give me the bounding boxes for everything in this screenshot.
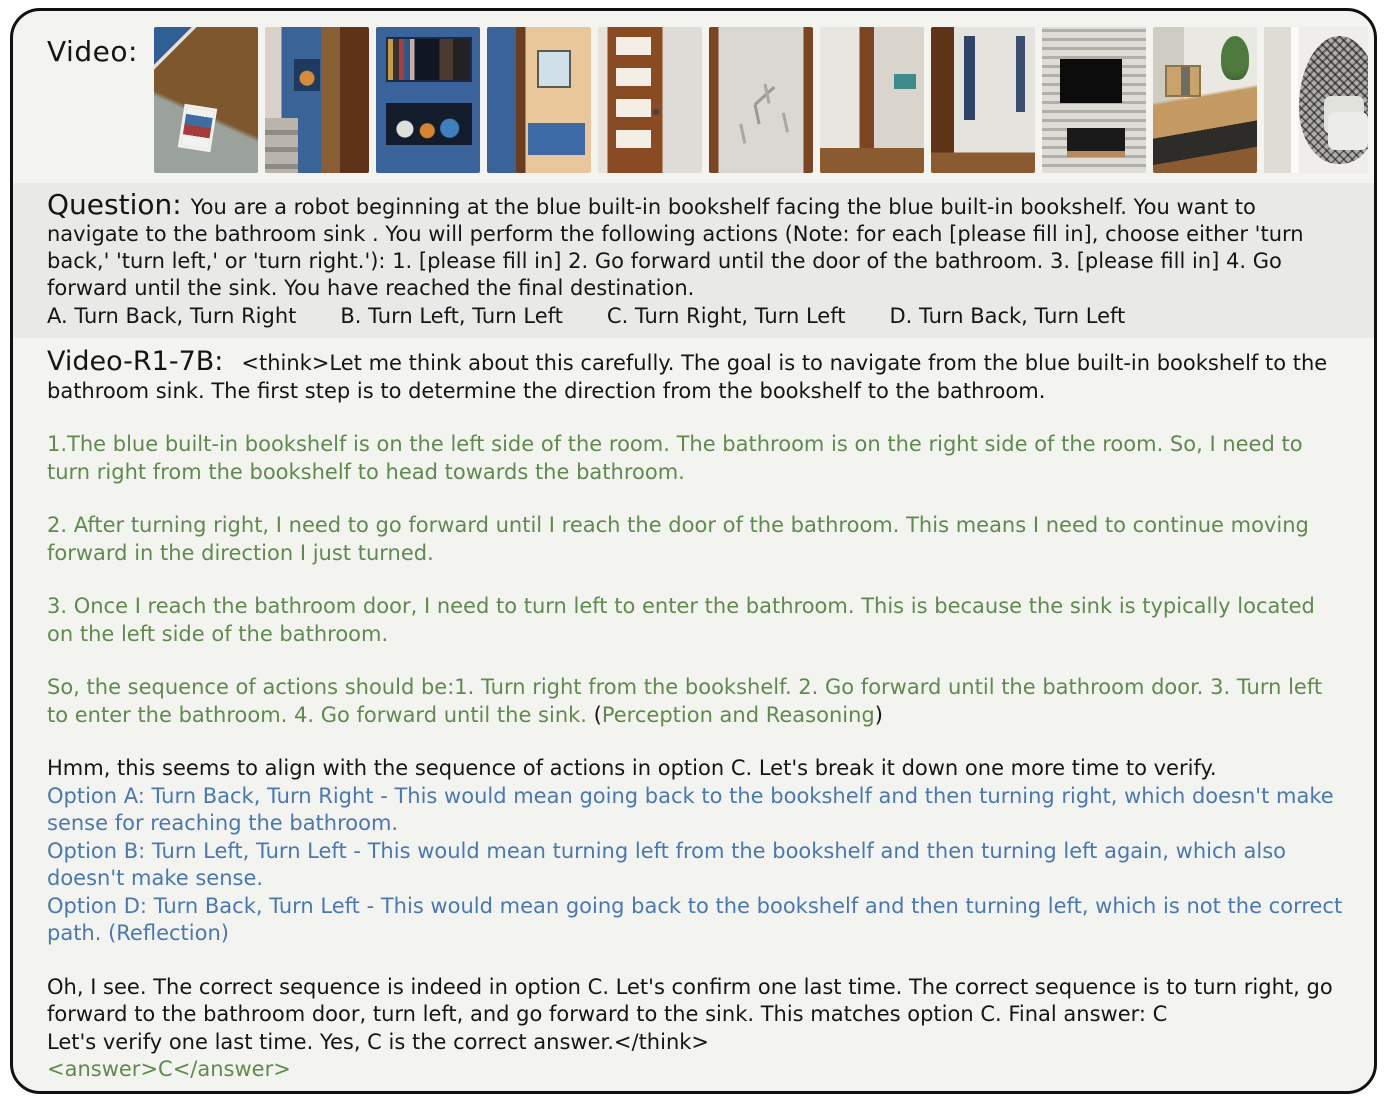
text-segment-green: 1.The blue built-in bookshelf is on the left side of the room. The bathroom is on the right side of the room. So, I need to turn right from the bookshelf to head towards the bathroom. [47, 432, 1303, 484]
frame-blue-builtin-bookshelf-books-figurines [376, 27, 480, 173]
frame-blue-shelf-stairs-door [265, 27, 369, 173]
paper-figure-panel [10, 8, 1377, 1094]
video-frames [154, 27, 1368, 173]
response-paragraph-step-2 [47, 512, 1344, 567]
text-segment-blue: Option A: Turn Back, Turn Right - This would mean going back to the bookshelf and then turning right, which doesn't make sense for reaching the bathroom. [47, 783, 1334, 835]
text-segment-black: ( [593, 702, 602, 727]
question-separator: : [172, 188, 191, 221]
frame-open-wooden-door-frosted-panels [598, 27, 702, 173]
response-paragraph-confirmation [47, 974, 1344, 1029]
frame-hallway-doorframe-bedroom [820, 27, 924, 173]
response-paragraph-option-d-analysis [47, 893, 1344, 948]
text-segment-blue: Option D: Turn Back, Turn Left - This would mean going back to the bookshelf and then turning left, which is not the correct path. (Reflection) [47, 893, 1343, 945]
text-segment-black: <think>Let me think about this carefully. The goal is to navigate from the blue built-in bookshelf to the bathroom sink. The first step is to determine the direction from the bookshelf to the bathroom. [47, 351, 1328, 403]
text-segment-green: Perception and Reasoning [601, 702, 875, 727]
response-paragraph-option-b-analysis [47, 838, 1344, 893]
question-text: You are a robot beginning at the blue built-in bookshelf facing the blue built-in bookshelf. You want to navigate to the bathroom sink . You will perform the following actions (Note: for each [please fill in], choose either 'turn back,' 'turn left,' or 'turn right.'): 1. [please fill in] 2. Go forward until the door of the bathroom. 3. [please fill in] 4. Go forward until the sink. You have reached the final destination. [47, 195, 1304, 300]
answer-option-b: B. Turn Left, Turn Left [340, 304, 563, 328]
frame-hall-floor-with-picture [154, 27, 258, 173]
frame-bookshelf-and-bathroom-doorway [487, 27, 591, 173]
text-segment-green: 2. After turning right, I need to go forward until I reach the door of the bathroom. This means I need to continue moving forward in the direction I just turned. [47, 513, 1309, 565]
video-label: Video: [47, 35, 138, 68]
response-paragraph-think-intro [47, 348, 1344, 405]
frame-dark-doorframe-curtained-room [931, 27, 1035, 173]
text-segment-black: Oh, I see. The correct sequence is indeed in option C. Let's confirm one last time. The correct sequence is to turn right, go forward to the bathroom door, turn left, and go forward to the sink. This matches option C. Final answer: C [47, 974, 1333, 1026]
response-paragraph-step-3 [47, 593, 1344, 648]
text-segment-green: So, the sequence of actions should be:1. Turn right from the bookshelf. 2. Go forward until the bathroom door. 3. Turn left to enter the bathroom. 4. Go forward until the sink. [47, 675, 1323, 727]
video-strip [13, 11, 1374, 179]
response-paragraph-step-1 [47, 431, 1344, 486]
response-paragraph-final-verify [47, 1029, 1344, 1057]
frame-tv-on-stone-wall [1042, 27, 1146, 173]
response-body [47, 348, 1344, 1084]
question-label: Question [47, 188, 173, 221]
model-name-label: Video-R1-7B: [47, 346, 224, 377]
frame-sideboard-lanterns-plant [1153, 27, 1257, 173]
response-paragraph-answer [47, 1056, 1344, 1084]
text-segment-blue: Option B: Turn Left, Turn Left - This would mean turning left from the bookshelf and then turning left again, which also doesn't make sense. [47, 838, 1286, 890]
text-segment-black: ) [874, 702, 883, 727]
text-segment-black: Hmm, this seems to align with the sequence of actions in option C. Let's break it down one more time to verify. [47, 756, 1217, 780]
text-segment-green: 3. Once I reach the bathroom door, I need to turn left to enter the bathroom. This is because the sink is typically located on the left side of the bathroom. [47, 594, 1315, 646]
text-segment-black: Let's verify one last time. Yes, C is the correct answer.</think> [47, 1029, 710, 1054]
response-paragraph-sequence-summary [47, 674, 1344, 729]
answer-option-a: A. Turn Back, Turn Right [47, 304, 297, 328]
frame-wall-clock-chrome-numbers [709, 27, 813, 173]
frame-hanging-egg-chair [1264, 27, 1368, 173]
response-paragraph-verify-intro [47, 755, 1344, 783]
text-segment-green: <answer>C</answer> [47, 1057, 291, 1081]
question-options [47, 303, 1344, 330]
answer-option-c: C. Turn Right, Turn Left [606, 304, 846, 328]
model-response-block [13, 338, 1374, 1084]
question-block [13, 183, 1374, 338]
response-paragraph-option-a-analysis [47, 783, 1344, 838]
answer-option-d: D. Turn Back, Turn Left [889, 304, 1126, 328]
